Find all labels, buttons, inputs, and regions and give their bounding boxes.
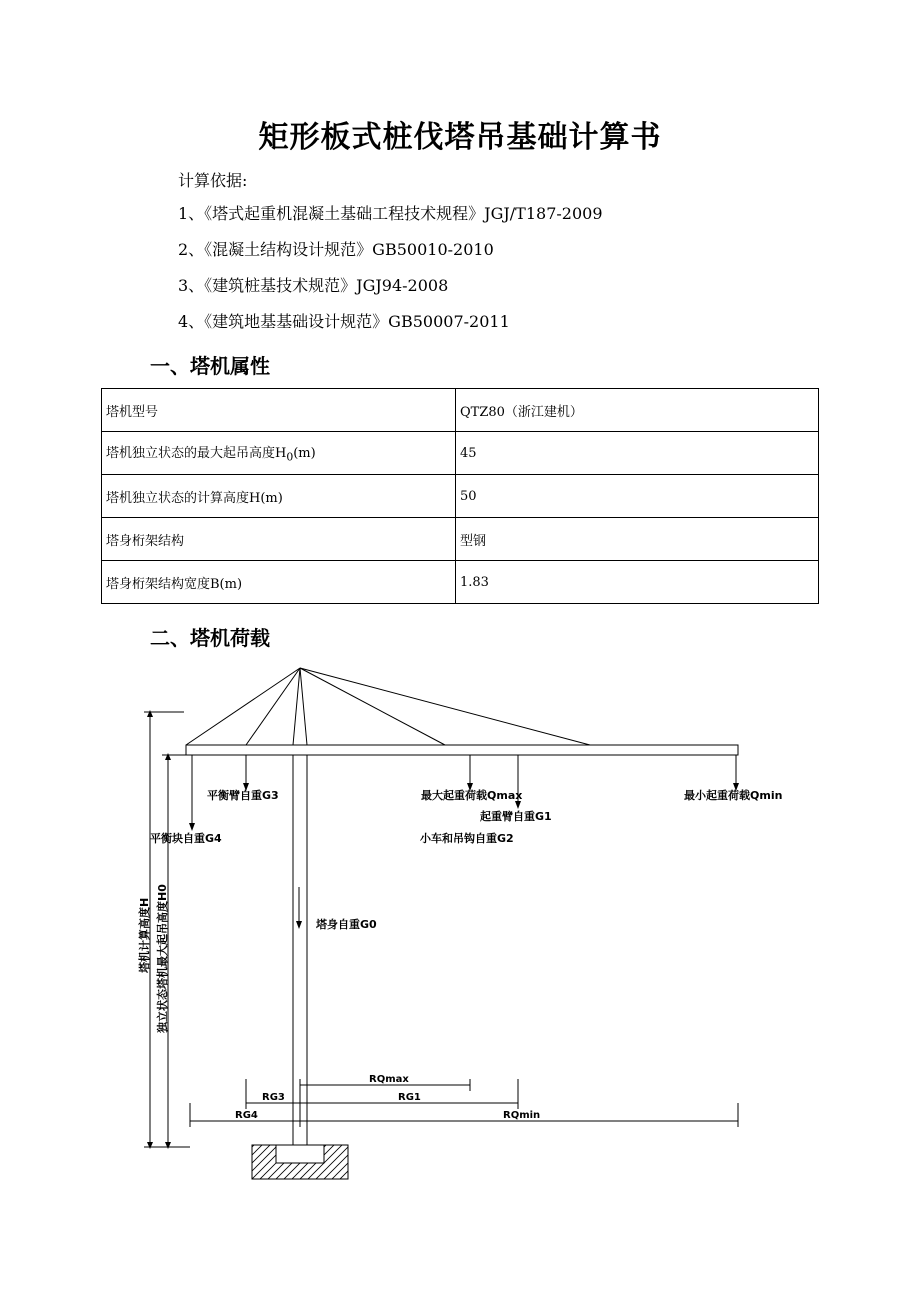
property-value: QTZ80（浙江建机） xyxy=(456,389,819,432)
property-label: 塔身桁架结构宽度B(m) xyxy=(102,561,456,604)
label-min-load: 最小起重荷载Qmin xyxy=(684,789,783,802)
property-value: 型钢 xyxy=(456,518,819,561)
table-row xyxy=(102,432,819,475)
basis-item: 1、《塔式起重机混凝土基础工程技术规程》JGJ/T187-2009 xyxy=(178,204,603,223)
label-jib-weight: 起重臂自重G1 xyxy=(480,810,552,823)
diagram-labels xyxy=(137,788,782,1121)
property-label xyxy=(102,432,456,475)
label-trolley-hook: 小车和吊钩自重G2 xyxy=(420,832,514,845)
property-label-subscript: 0 xyxy=(286,450,294,464)
label-tower-weight: 塔身自重G0 xyxy=(316,918,377,931)
tower-crane-load-diagram xyxy=(0,655,920,1195)
foundation-pocket xyxy=(276,1145,324,1163)
table-row xyxy=(102,561,819,604)
label-counterweight-arm: 平衡臂自重G3 xyxy=(207,789,279,802)
section-heading-crane-loads: 二、塔机荷载 xyxy=(150,626,270,650)
radius-dimension-lines xyxy=(190,1079,738,1127)
table-row xyxy=(102,475,819,518)
label-max-lift-height: 独立状态塔机最大起吊高度H0 xyxy=(156,884,169,1033)
label-calc-height: 塔机计算高度H xyxy=(138,897,151,973)
basis-item: 3、《建筑桩基技术规范》JGJ94-2008 xyxy=(178,276,449,295)
label-max-load: 最大起重荷载Qmax xyxy=(421,789,523,802)
label-r-g4: RG4 xyxy=(235,1110,258,1121)
label-r-qmax: RQmax xyxy=(369,1074,409,1085)
basis-list xyxy=(178,202,603,346)
property-label-unit: (m) xyxy=(293,446,316,462)
property-label: 塔机独立状态的计算高度H(m) xyxy=(102,475,456,518)
property-value: 1.83 xyxy=(456,561,819,604)
tie-cables xyxy=(186,668,590,745)
property-label: 塔身桁架结构 xyxy=(102,518,456,561)
property-label-main: 塔机独立状态的最大起吊高度H xyxy=(106,446,287,462)
property-label: 塔机型号 xyxy=(102,389,456,432)
label-r-g3: RG3 xyxy=(262,1092,285,1103)
arrowheads xyxy=(147,710,739,1149)
document-title: 矩形板式桩伐塔吊基础计算书 xyxy=(258,120,662,155)
label-counterweight: 平衡块自重G4 xyxy=(150,832,222,845)
basis-item: 2、《混凝土结构设计规范》GB50010-2010 xyxy=(178,240,494,259)
property-value: 45 xyxy=(456,432,819,475)
table-row xyxy=(102,518,819,561)
table-row xyxy=(102,389,819,432)
basis-item: 4、《建筑地基基础设计规范》GB50007-2011 xyxy=(178,312,510,331)
basis-intro: 计算依据: xyxy=(178,171,248,190)
section-heading-crane-properties: 一、塔机属性 xyxy=(150,354,270,378)
crane-properties-table xyxy=(101,388,819,604)
property-value: 50 xyxy=(456,475,819,518)
jib-beam xyxy=(186,745,738,755)
label-r-qmin: RQmin xyxy=(503,1110,541,1121)
label-r-g1: RG1 xyxy=(398,1092,421,1103)
